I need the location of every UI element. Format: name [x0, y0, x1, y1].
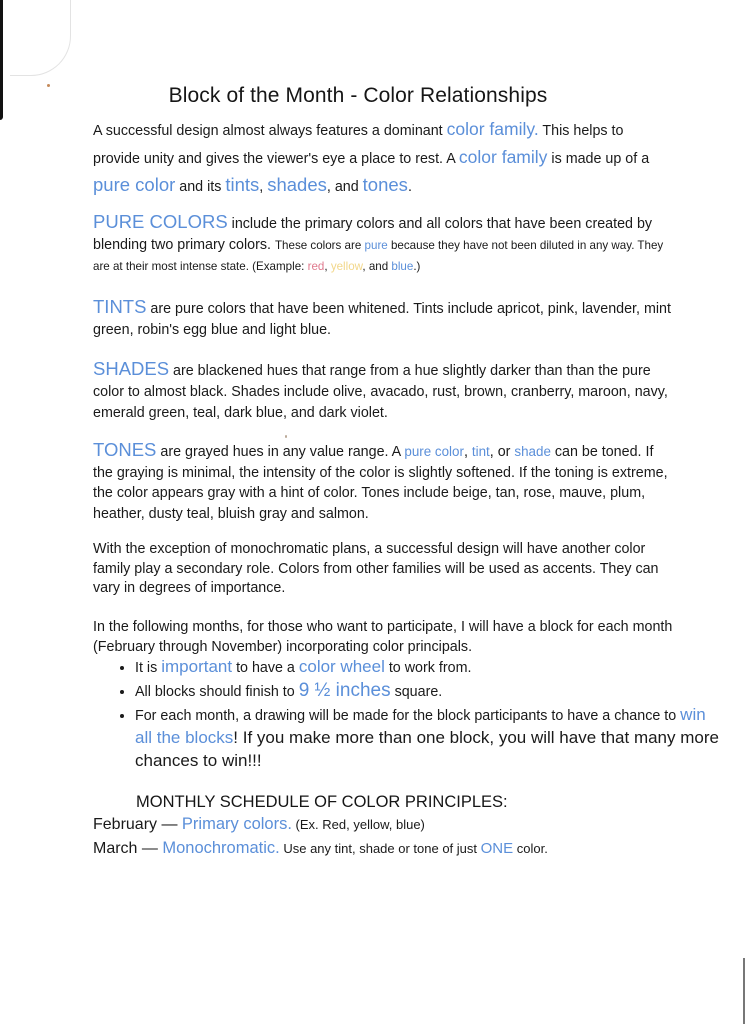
schedule-note: color.	[513, 841, 548, 856]
intro-text: , and	[326, 179, 363, 195]
keyword-color-family: color family	[458, 147, 548, 167]
tones-text: are grayed hues in any value range. A	[156, 444, 405, 460]
keyword-tint: tint	[471, 444, 490, 459]
intro-paragraph	[93, 116, 673, 200]
keyword-color-wheel: color wheel	[298, 657, 385, 676]
pure-colors-note: ,	[324, 260, 331, 273]
schedule-row-february	[93, 815, 425, 834]
bullet-text: square.	[390, 684, 443, 700]
example-yellow: yellow	[330, 260, 363, 273]
shades-paragraph	[93, 358, 673, 424]
requirements-list	[93, 656, 725, 774]
bullet-text: It is	[135, 660, 162, 676]
tones-text: ,	[463, 444, 472, 460]
keyword-important: important	[161, 657, 233, 676]
tones-heading: TONES	[93, 439, 157, 460]
scan-artifact-curve	[10, 0, 71, 76]
schedule-dash: —	[157, 816, 182, 833]
pure-colors-note: because they have not been diluted in any way. They are at their most intense state. (Example:	[93, 239, 664, 273]
shades-heading: SHADES	[93, 358, 170, 379]
intro-text: .	[407, 179, 412, 195]
keyword-pure-color: pure color	[93, 174, 176, 195]
schedule-row-march	[93, 839, 548, 858]
bullet-text: to work from.	[384, 660, 472, 676]
schedule-topic: Monochromatic.	[162, 839, 280, 857]
pure-colors-heading: PURE COLORS	[93, 211, 228, 232]
keyword-pure: pure	[364, 239, 388, 252]
tones-text: can be toned. If the graying is minimal, the intensity of the color is slightly softened. If the toning is extreme, the color appears gray with a hint of color. Tones include beige, tan, rose, mauve, plum, heather, dusty teal, bluish gray and salmon.	[93, 444, 668, 522]
bullet-text: For each month, a drawing will be made for the block participants to have a chance to	[135, 708, 681, 724]
keyword-shade: shade	[514, 444, 551, 459]
example-blue: blue	[391, 260, 414, 273]
keyword-tints: tints	[225, 174, 260, 195]
exception-paragraph: With the exception of monochromatic plans, a successful design will have another color family play a secondary role. Colors from other families will be used as accents. They can vary in degrees of importance.	[93, 541, 659, 596]
pure-colors-text: include the primary colors and all colors that have been created by blending two primary colors.	[93, 216, 653, 253]
tones-paragraph	[93, 440, 673, 524]
bullet-text: All blocks should finish to	[135, 684, 299, 700]
pure-colors-paragraph	[93, 211, 673, 277]
intro-text: and its	[175, 179, 226, 195]
pure-colors-note: These colors are	[274, 239, 365, 252]
shades-text: are blackened hues that range from a hue slightly darker than than the pure color to almost black. Shades include olive, avacado, rust, brown, cranberry, maroon, navy, emerald green, teal, dark blue, and dark violet.	[93, 363, 668, 421]
schedule-month: March	[93, 840, 138, 857]
list-item	[135, 704, 725, 773]
schedule-note: Use any tint, shade or tone of just	[279, 841, 481, 856]
keyword-one: ONE	[480, 840, 514, 857]
schedule-dash: —	[137, 840, 163, 857]
schedule-topic: Primary colors.	[181, 815, 292, 833]
page-title: Block of the Month - Color Relationships	[168, 84, 548, 107]
intro-text: ,	[259, 179, 268, 195]
schedule-heading: MONTHLY SCHEDULE OF COLOR PRINCIPLES:	[136, 793, 508, 811]
bullet-text: If you make more than one block, you will have that many more chances to win!!!	[135, 728, 719, 770]
tints-paragraph	[93, 296, 673, 341]
scan-speck	[285, 435, 287, 438]
tones-text: , or	[489, 444, 515, 460]
tints-heading: TINTS	[93, 296, 147, 317]
pure-colors-note: .)	[413, 260, 421, 273]
schedule-note: (Ex. Red, yellow, blue)	[291, 817, 425, 832]
pure-colors-note: , and	[362, 260, 392, 273]
keyword-tones: tones	[362, 174, 408, 195]
example-red: red	[307, 260, 325, 273]
bullet-text: to have a	[232, 660, 299, 676]
keyword-pure-color: pure color	[404, 444, 464, 459]
keyword-block-size: 9 ½ inches	[298, 680, 391, 701]
list-item	[135, 656, 725, 679]
schedule-month: February	[93, 816, 158, 833]
keyword-win-all-blocks: win all the blocks	[135, 705, 706, 747]
intro-text: This helps to provide unity and gives the viewer's eye a place to rest. A	[93, 123, 624, 167]
list-item	[135, 680, 725, 703]
intro-text: A successful design almost always features a dominant	[93, 123, 447, 139]
tints-text: are pure colors that have been whitened. Tints include apricot, pink, lavender, mint green, robin's egg blue and light blue.	[93, 301, 671, 338]
keyword-color-family: color family.	[446, 119, 539, 139]
keyword-shades: shades	[267, 174, 327, 195]
intro-text: is made up of a	[547, 151, 650, 167]
bullet-text: !	[233, 728, 239, 747]
following-months-paragraph: In the following months, for those who want to participate, I will have a block for each month (February through November) incorporating color principals.	[93, 619, 673, 655]
